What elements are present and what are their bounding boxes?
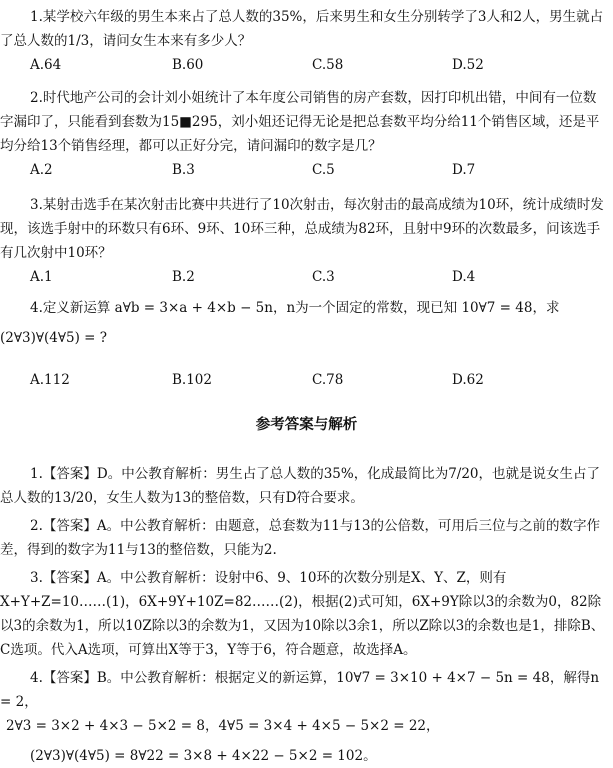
option-c: C.78 — [312, 372, 344, 388]
option-c: C.58 — [312, 57, 344, 73]
question-4-expression: (2∀3)∀(4∀5) = ? — [0, 330, 107, 346]
question-4 — [0, 296, 613, 392]
question-2-options — [0, 158, 613, 182]
question-3-options — [0, 265, 613, 289]
question-1 — [0, 5, 613, 77]
question-2-stem: 2.时代地产公司的会计刘小姐统计了本年度公司销售的房产套数，因打印机出错，中间有一位数字漏印了，只能看到套数为15■295，刘小姐还记得无论是把总套数平均分给11个销售区域，还是平均分给13个销售经理，都可以正好分完，请问漏印的数字是几？ — [0, 90, 600, 154]
option-b: B.60 — [172, 57, 204, 73]
answer-2 — [0, 514, 613, 562]
option-c: C.3 — [312, 269, 335, 285]
answer-3-text: 3.【答案】A。中公教育解析：设射中6、9、10环的次数分别是X、Y、Z，则有X+Y+Z=10……(1)，6X+9Y+10Z=82……(2)，根据(2)式可知，6X+9Y除以3的余数为0，82除以3的余数为1，所以10Z除以3的余数为1，又因为10除以3余1，所以Z除以3的余数也是1，排除B、C选项。代入A选项，可算出X等于3，Y等于6，符合题意，故选择A。 — [0, 570, 605, 658]
option-a: A.1 — [30, 269, 53, 285]
option-a: A.112 — [30, 372, 70, 388]
question-4-stem: 4.定义新运算 a∀b = 3×a + 4×b − 5n，n为一个固定的常数，现已知 10∀7 = 48，求 — [30, 300, 560, 316]
answer-4 — [0, 666, 613, 768]
answer-2-text: 2.【答案】A。中公教育解析：由题意，总套数为11与13的公倍数，可用后三位与之前的数字作差，得到的数字为11与13的整倍数，只能为2. — [0, 518, 600, 558]
answer-4-line-1: 4.【答案】B。中公教育解析：根据定义的新运算，10∀7 = 3×10 + 4×7 − 5n = 48，解得n = 2， — [0, 670, 600, 710]
answer-3 — [0, 566, 613, 662]
question-1-options — [0, 53, 613, 77]
option-d: D.52 — [452, 57, 484, 73]
answers-heading: 参考答案与解析 — [255, 416, 358, 433]
question-3-stem: 3.某射击选手在某次射击比赛中共进行了10次射击，每次射击的最高成绩为10环，统计成绩时发现，该选手射中的环数只有6环、9环、10环三种，总成绩为82环，且射中9环的次数最多，问该选手有几次射中10环？ — [0, 197, 604, 261]
option-a: A.64 — [30, 57, 62, 73]
question-1-stem: 1.某学校六年级的男生本来占了总人数的35%，后来男生和女生分别转学了3人和2人，男生就占了总人数的1/3，请问女生本来有多少人？ — [0, 9, 604, 49]
option-d: D.7 — [452, 162, 476, 178]
option-a: A.2 — [30, 162, 53, 178]
answer-4-line-2: 2∀3 = 3×2 + 4×3 − 5×2 = 8，4∀5 = 3×4 + 4×5 − 5×2 = 22， — [6, 718, 440, 734]
option-d: D.62 — [452, 372, 484, 388]
question-2 — [0, 86, 613, 182]
answer-4-line-3: (2∀3)∀(4∀5) = 8∀22 = 3×8 + 4×22 − 5×2 = 102。 — [30, 748, 377, 764]
answer-1-text: 1.【答案】D。中公教育解析：男生占了总人数的35%，化成最简比为7/20，也就是说女生占了总人数的13/20，女生人数为13的整倍数，只有D符合要求。 — [0, 466, 601, 506]
option-c: C.5 — [312, 162, 335, 178]
option-d: D.4 — [452, 269, 476, 285]
question-3 — [0, 193, 613, 289]
option-b: B.2 — [172, 269, 195, 285]
option-b: B.3 — [172, 162, 195, 178]
question-4-options — [0, 368, 613, 392]
answer-1 — [0, 462, 613, 510]
option-b: B.102 — [172, 372, 212, 388]
